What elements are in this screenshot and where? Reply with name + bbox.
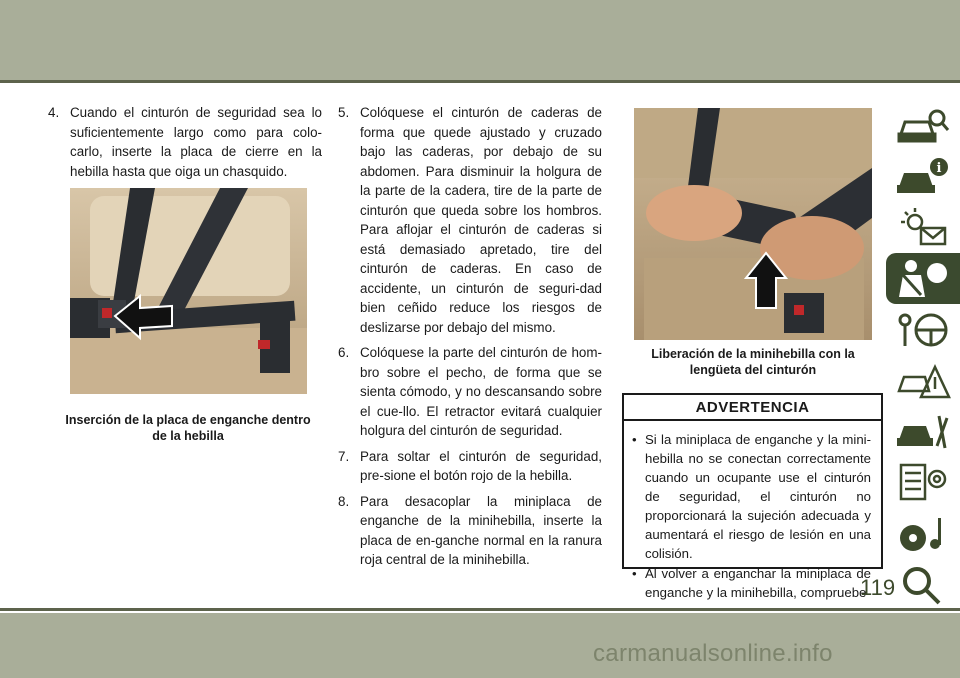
step-text: Para desacoplar la miniplaca de enganche de la minihebilla, inserte la placa de en-ganche normal en la ranura roja central de la minihebilla. [360, 493, 602, 567]
car-tools-icon[interactable] [886, 406, 960, 457]
header-rule [0, 80, 960, 83]
warning-item [632, 564, 871, 602]
step-5 [338, 103, 602, 337]
buckle-insert-photo [70, 188, 307, 394]
step-text: Colóquese el cinturón de caderas de forma que quede ajustado y cruzado bajo las caderas, por debajo de su abdomen. Para disminuir la holgura de la parte de la cadera, tire de la parte de cinturón que queda sobre los hombros. Para aflojar el cinturón de caderas si está demasiado apretado, tire del cinturón de caderas. En caso de accidente, un cinturón de seguri-dad bien ceñido reduce los riesgos de deslizarse por debajo del mismo. [360, 105, 602, 335]
mini-buckle-release-photo [634, 108, 872, 340]
step-text: Colóquese la parte del cinturón de hom-bro sobre el pecho, de forma que se sienta cómodo, y no descansando sobre el cue-llo. El retractor evitará cualquier holgura del cinturón de seguridad. [360, 345, 602, 438]
warning-title: ADVERTENCIA [624, 395, 881, 421]
step-4 [48, 103, 322, 181]
media-icon[interactable] [886, 508, 960, 559]
step-text: Para soltar el cinturón de seguridad, pre-sione el botón rojo de la hebilla. [360, 448, 602, 483]
steering-key-icon[interactable] [886, 304, 960, 355]
step-6 [338, 343, 602, 441]
chapter-sidebar [886, 100, 960, 661]
warning-list [624, 421, 881, 602]
photo1-caption: Inserción de la placa de enganche dentro de la hebilla [65, 413, 311, 443]
header-band [0, 0, 960, 80]
airbag-seatbelt-icon[interactable] [886, 253, 960, 304]
maintenance-list-icon[interactable] [886, 457, 960, 508]
step-number: 6. [338, 345, 350, 360]
dashboard-lights-icon[interactable] [886, 202, 960, 253]
step-text: Cuando el cinturón de seguridad sea lo suficientemente largo como para colo-carlo, inserte la placa de cierre en la hebilla hasta que oiga un chasquido. [70, 105, 322, 179]
step-number: 8. [338, 493, 350, 509]
photo2-caption: Liberación de la minihebilla con la lengüeta del cinturón [651, 347, 855, 377]
step-number: 4. [48, 105, 60, 120]
svg-text:i: i [936, 160, 942, 176]
warning-item [632, 430, 871, 563]
warning-item-text: Si la miniplaca de enganche y la mini-hebilla no se conectan correctamente cuando un ocupante use el cinturón de seguridad, el cinturón no proporcionará la sujeción adecuada y aumentará el riesgo de lesión en una colisión. [645, 432, 871, 561]
step-8 [338, 492, 602, 570]
watermark[interactable]: carmanualsonline.info [593, 640, 833, 667]
step-7 [338, 447, 602, 486]
page-number: 119 [860, 575, 896, 600]
car-info-icon[interactable] [886, 151, 960, 202]
bullet: • [632, 432, 637, 447]
text-column-left [48, 103, 322, 187]
car-search-icon[interactable] [886, 100, 960, 151]
footer-rule [0, 608, 960, 611]
bullet: • [632, 566, 637, 581]
text-column-middle [338, 103, 602, 576]
step-number: 5. [338, 105, 350, 120]
search-icon[interactable] [886, 559, 960, 610]
step-number: 7. [338, 448, 350, 464]
road-warning-icon[interactable] [886, 355, 960, 406]
warning-item-text: Al volver a enganchar la miniplaca de enganche y la minihebilla, compruebe [645, 566, 871, 600]
